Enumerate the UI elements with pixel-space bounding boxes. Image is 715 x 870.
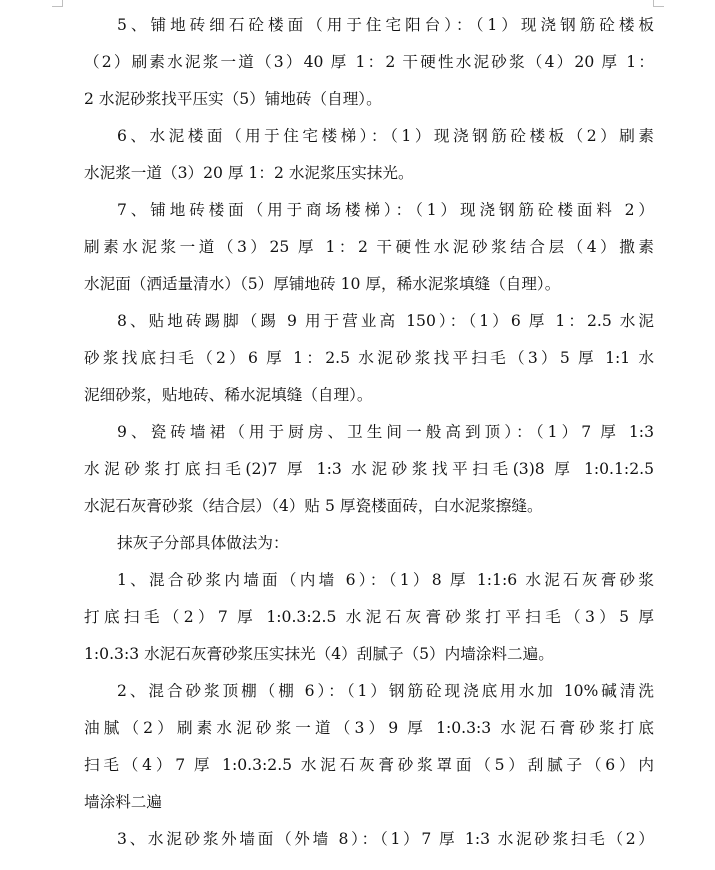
crop-mark-right bbox=[653, 0, 664, 7]
paragraph-line: 砂浆找底扫毛（2）6 厚 1：2.5 水泥砂浆找平扫毛（3）5 厚 1:1 水 bbox=[84, 349, 654, 367]
paragraph-line: （2）刷素水泥浆一道（3）40 厚 1：2 干硬性水泥砂浆（4）20 厚 1： bbox=[84, 53, 654, 71]
section-heading: 抹灰子分部具体做法为： bbox=[117, 534, 289, 552]
paragraph-line: 水泥石灰膏砂浆（结合层）（4）贴 5 厚瓷楼面砖，白水泥浆擦缝。 bbox=[84, 497, 543, 515]
paragraph-line: 打底扫毛（2）7 厚 1:0.3:2.5 水泥石灰膏砂浆打平扫毛（3）5 厚 bbox=[84, 608, 654, 626]
paragraph-line: 6、水泥楼面（用于住宅楼梯）：（1）现浇钢筋砼楼板（2）刷素 bbox=[117, 127, 654, 145]
paragraph-line: 3、水泥砂浆外墙面（外墙 8）：（1）7 厚 1:3 水泥砂浆扫毛（2） bbox=[117, 830, 654, 848]
paragraph-line: 1:0.3:3 水泥石灰膏砂浆压实抹光（4）刮腻子（5）内墙涂料二遍。 bbox=[84, 645, 554, 663]
paragraph-line: 刷素水泥浆一道（3）25 厚 1：2 干硬性水泥砂浆结合层（4）撒素 bbox=[84, 238, 654, 256]
paragraph-line: 8、贴地砖踢脚（踢 9 用于营业高 150）：（1）6 厚 1：2.5 水泥 bbox=[117, 312, 654, 330]
paragraph-line: 水泥砂浆打底扫毛(2)7 厚 1:3 水泥砂浆找平扫毛(3)8 厚 1:0.1:2.5 bbox=[84, 460, 654, 478]
paragraph-line: 7、铺地砖楼面（用于商场楼梯）：（1）现浇钢筋砼楼面料 2） bbox=[117, 201, 654, 219]
crop-mark-left bbox=[52, 0, 63, 7]
paragraph-line: 水泥浆一道（3）20 厚 1：2 水泥浆压实抹光。 bbox=[84, 164, 414, 182]
paragraph-line: 2、混合砂浆顶棚（棚 6）：（1）钢筋砼现浇底用水加 10%碱清洗 bbox=[117, 682, 654, 700]
paragraph-line: 5、铺地砖细石砼楼面（用于住宅阳台）：（1）现浇钢筋砼楼板 bbox=[117, 16, 654, 34]
paragraph-line: 墙涂料二遍 bbox=[84, 793, 162, 811]
paragraph-line: 油腻（2）刷素水泥砂浆一道（3）9 厚 1:0.3:3 水泥石膏砂浆打底 bbox=[84, 719, 654, 737]
paragraph-line: 泥细砂浆，贴地砖、稀水泥填缝（自理）。 bbox=[84, 386, 373, 404]
paragraph-line: 扫毛（4）7 厚 1:0.3:2.5 水泥石灰膏砂浆罩面（5）刮腻子（6）内 bbox=[84, 756, 654, 774]
paragraph-line: 2 水泥砂浆找平压实（5）铺地砖（自理）。 bbox=[84, 90, 382, 108]
paragraph-line: 9、瓷砖墙裙（用于厨房、卫生间一般高到顶）：（1）7 厚 1:3 bbox=[117, 423, 654, 441]
paragraph-line: 水泥面（洒适量清水）（5）厚铺地砖 10 厚，稀水泥浆填缝（自理）。 bbox=[84, 275, 561, 293]
paragraph-line: 1、混合砂浆内墙面（内墙 6）：（1）8 厚 1:1:6 水泥石灰膏砂浆 bbox=[117, 571, 654, 589]
document-body bbox=[84, 7, 654, 858]
